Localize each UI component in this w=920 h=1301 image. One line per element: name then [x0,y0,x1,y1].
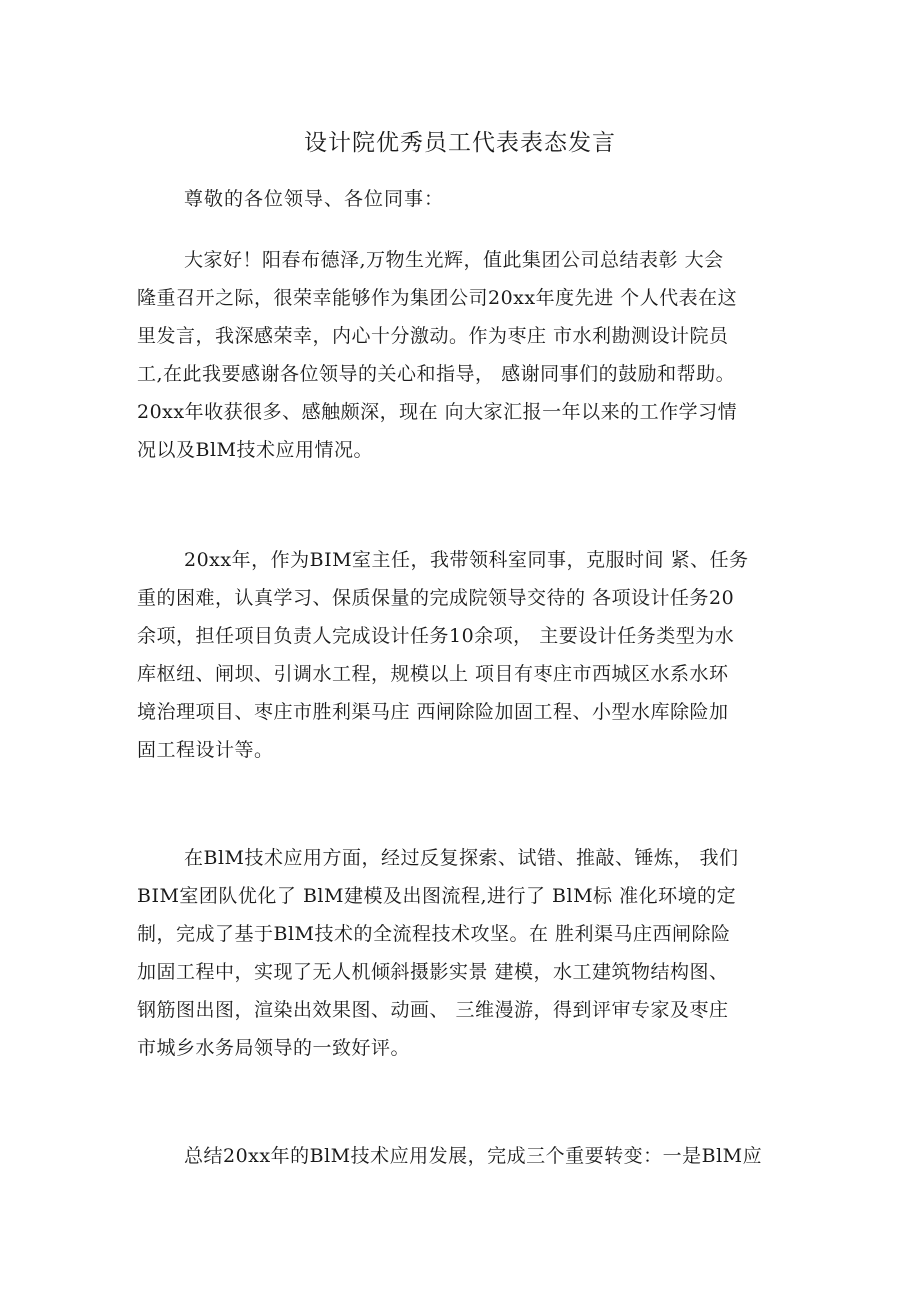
paragraph-line: 库枢纽、闸坝、引调水工程，规模以上 项目有枣庄市西城区水系水环 [137,663,729,685]
paragraph-line: 况以及BlM技术应用情况。 [137,439,373,461]
paragraph-line: 固工程设计等。 [137,739,274,761]
paragraph-line: 在BlM技术应用方面，经过反复探索、试错、推敲、锤炼， 我们 [184,847,739,869]
paragraph-line: 20xx年，作为BIM室主任，我带领科室同事，克服时间 紧、任务 [184,549,749,571]
document-title: 设计院优秀员工代表表态发言 [304,130,616,156]
paragraph-line: 加固工程中，实现了无人机倾斜摄影实景 建模，水工建筑物结构图、 [137,961,729,983]
paragraph-line: 总结20xx年的BlM技术应用发展，完成三个重要转变：一是BlM应 [184,1145,763,1167]
paragraph-line: BIM室团队优化了 BlM建模及出图流程,进行了 BlM标 准化环境的定 [137,885,737,907]
paragraph-line: 里发言，我深感荣幸，内心十分激动。作为枣庄 市水利勘测设计院员 [137,325,729,347]
paragraph-line: 市城乡水务局领导的一致好评。 [137,1037,411,1059]
paragraph-3 [137,839,797,1067]
paragraph-line: 20xx年收获很多、感触颇深，现在 向大家汇报一年以来的工作学习情 [137,401,738,423]
paragraph-line: 钢筋图出图，渲染出效果图、动画、 三维漫游，得到评审专家及枣庄 [137,999,729,1021]
paragraph-line: 境治理项目、枣庄市胜利渠马庄 西闸除险加固工程、小型水库除险加 [137,701,729,723]
paragraph-line: 重的困难，认真学习、保质保量的完成院领导交待的 各项设计任务20 [137,587,735,609]
salutation: 尊敬的各位领导、各位同事： [184,188,445,210]
paragraph-2 [137,541,797,769]
paragraph-line: 余项，担任项目负责人完成设计任务10余项， 主要设计任务类型为水 [137,625,735,647]
paragraph-1 [137,241,797,469]
paragraph-4 [137,1137,797,1175]
paragraph-line: 工,在此我要感谢各位领导的关心和指导， 感谢同事们的鼓励和帮助。 [137,363,736,385]
paragraph-line: 大家好！阳春布德泽,万物生光辉，值此集团公司总结表彰 大会 [184,249,724,271]
paragraph-line: 隆重召开之际，很荣幸能够作为集团公司20xx年度先进 个人代表在这 [137,287,738,309]
paragraph-line: 制，完成了基于BlM技术的全流程技术攻坚。在 胜利渠马庄西闸除险 [137,923,731,945]
